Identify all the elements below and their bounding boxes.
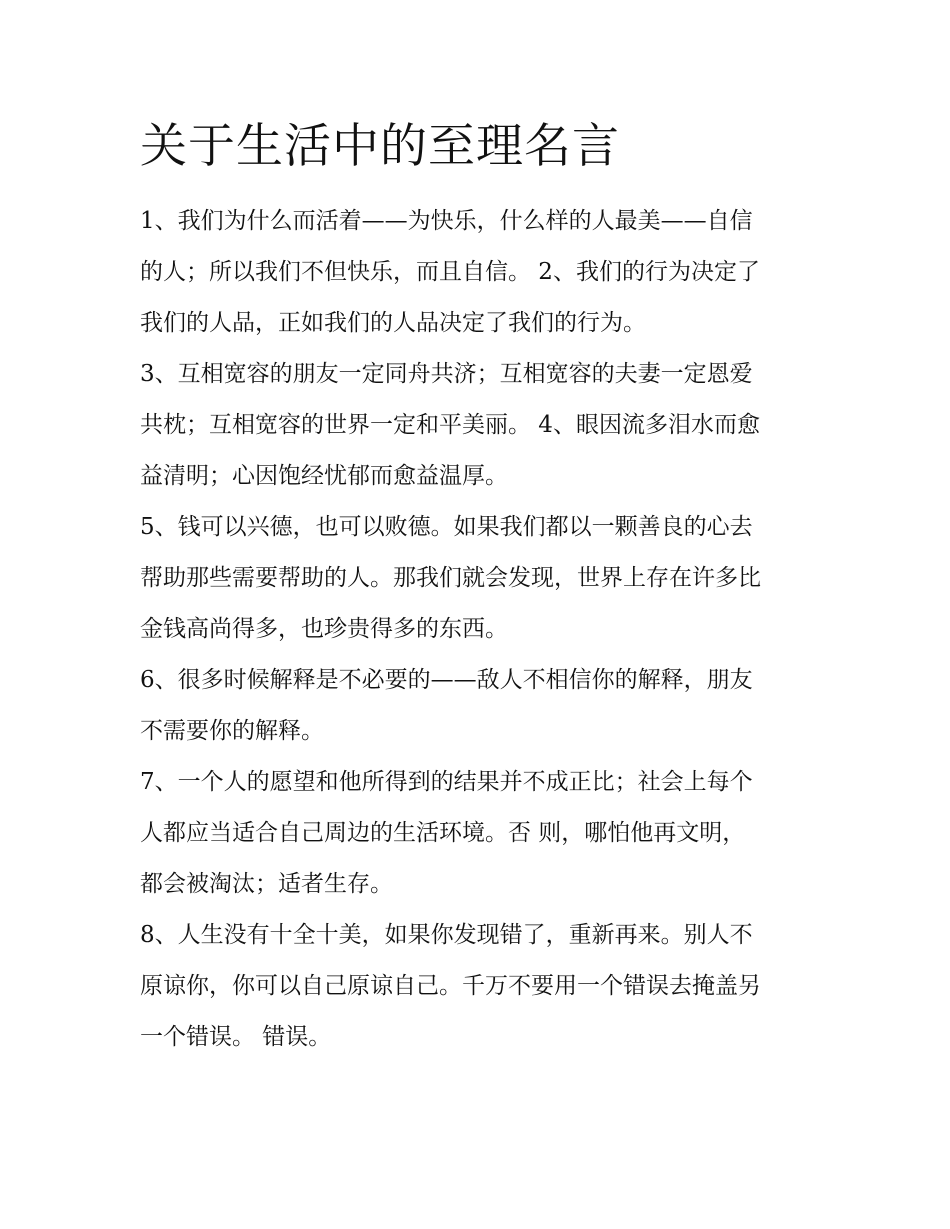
quote-paragraph-1 [140,196,820,349]
text-line: 8、人生没有十全十美，如果你发现错了，重新再来。别人不 [140,922,753,948]
text-line: 7、一个人的愿望和他所得到的结果并不成正比；社会上每个 [140,769,753,795]
text-line: 共枕；互相宽容的世界一定和平美丽。 4、眼因流多泪水而愈 [140,412,760,438]
quote-paragraph-5 [140,757,820,910]
document-body [140,196,820,1063]
text-line: 一个错误。 错误。 [140,1024,332,1050]
quote-paragraph-4 [140,655,820,757]
quote-paragraph-2 [140,349,820,502]
quote-paragraph-3 [140,502,820,655]
page-title: 关于生活中的至理名言 [140,119,620,174]
text-line: 人都应当适合自己周边的生活环境。否 则，哪怕他再文明， [140,820,746,846]
text-line: 6、很多时候解释是不必要的——敌人不相信你的解释，朋友 [140,667,753,693]
text-line: 5、钱可以兴德，也可以败德。如果我们都以一颗善良的心去 [140,514,753,540]
text-line: 3、互相宽容的朋友一定同舟共济；互相宽容的夫妻一定恩爱 [140,361,753,387]
text-line: 我们的人品，正如我们的人品决定了我们的行为。 [140,310,646,336]
text-line: 1、我们为什么而活着——为快乐，什么样的人最美——自信 [140,208,753,234]
text-line: 的人；所以我们不但快乐，而且自信。 2、我们的行为决定了 [140,259,760,285]
text-line: 益清明；心因饱经忧郁而愈益温厚。 [140,463,508,489]
text-line: 都会被淘汰；适者生存。 [140,871,393,897]
text-line: 原谅你，你可以自己原谅自己。千万不要用一个错误去掩盖另 [140,973,761,999]
text-line: 不需要你的解释。 [140,718,324,744]
text-line: 帮助那些需要帮助的人。那我们就会发现，世界上存在许多比 [140,565,761,591]
quote-paragraph-6 [140,910,820,1063]
text-line: 金钱高尚得多，也珍贵得多的东西。 [140,616,508,642]
